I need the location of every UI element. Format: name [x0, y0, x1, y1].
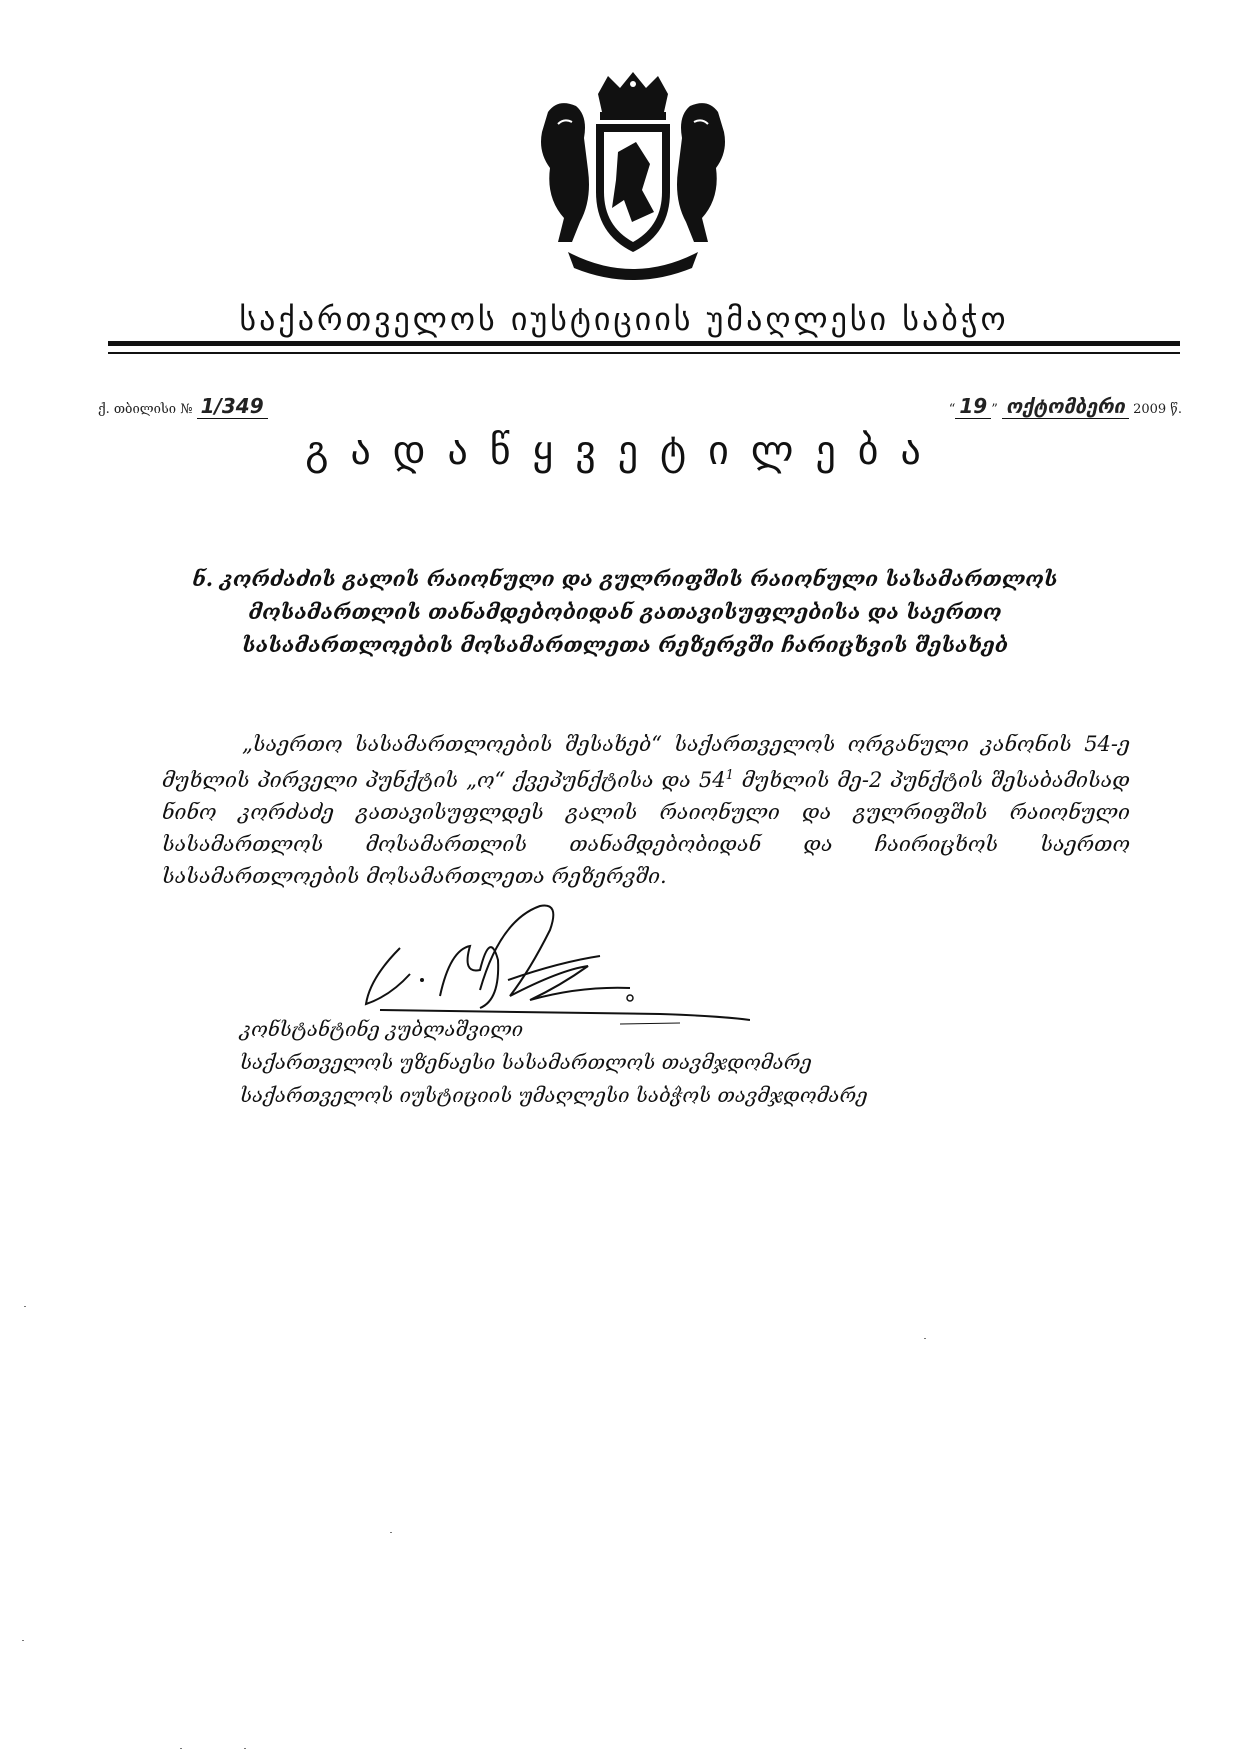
body-part-1: „საერთო სასამართლოების შესახებ“ საქართველოს ორგანული კანონის 54-ე მუხლის პირველი პუნქტის „ო“ ქვეპუნქტისა და 54 — [162, 732, 1130, 792]
date-month: ოქტომბერი — [1002, 394, 1129, 419]
scan-speck — [22, 1640, 24, 1641]
reference-number-line — [98, 394, 268, 418]
institution-title: საქართველოს იუსტიციის უმაღლესი საბჭო — [239, 300, 1009, 338]
document-type-heading: გადაწყვეტილება — [305, 428, 943, 474]
body-part-2: მუხლის მე-2 პუნქტის შესაბამისად ნინო კორძაძე გათავისუფლდეს გალის რაიონული და გულრიფშის რაიონული სასამართლოს მოსამართლის თანამდებობიდან და ჩაირიცხოს საერთო სასამართლოების მოსამართლეთა რეზერვში. — [162, 768, 1130, 888]
reference-date-line: “ 19 ” ოქტომბერი 2009 წ. — [948, 394, 1182, 418]
scan-speck — [24, 1306, 26, 1307]
city-label: ქ. თბილისი № — [98, 402, 193, 417]
coat-of-arms-icon — [528, 72, 738, 282]
scan-speck — [390, 1532, 392, 1533]
header-divider-thick — [108, 341, 1180, 346]
reference-number: 1/349 — [197, 394, 268, 419]
scan-speck — [244, 1748, 246, 1749]
article-superscript: 1 — [725, 768, 734, 783]
signatory-name: კონსტანტინე კუბლაშვილი — [240, 1017, 524, 1041]
header-divider-thin — [108, 352, 1180, 354]
handwritten-signature — [330, 900, 750, 1030]
scan-speck — [180, 1748, 182, 1749]
signatory-block — [240, 1013, 868, 1112]
document-subject: ნ. კორძაძის გალის რაიონული და გულრიფშის რაიონული სასამართლოს მოსამართლის თანამდებობიდან გათავისუფლებისა და საერთო სასამართლოების მოსამართლეთა რეზერვში ჩარიცხვის შესახებ — [192, 566, 1058, 657]
signatory-position-2: საქართველოს იუსტიციის უმაღლესი საბჭოს თავმჯდომარე — [240, 1083, 868, 1107]
scan-speck — [924, 1338, 926, 1339]
date-day: 19 — [955, 394, 991, 419]
decision-body — [162, 728, 1130, 892]
date-year: 2009 წ. — [1133, 402, 1182, 417]
signatory-position-1: საქართველოს უზენაესი სასამართლოს თავმჯდომარე — [240, 1050, 812, 1074]
